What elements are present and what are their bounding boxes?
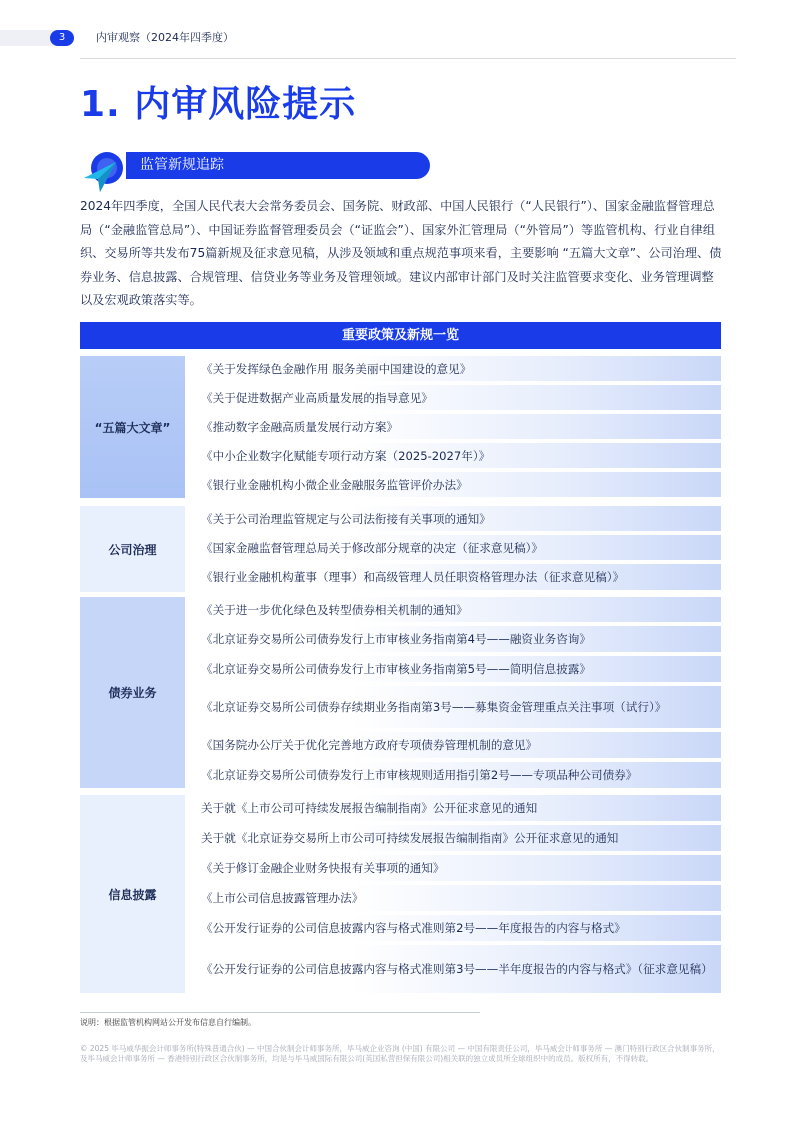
policy-item: 《关于发挥绿色金融作用 服务美丽中国建设的意见》	[193, 356, 721, 381]
header-divider	[80, 58, 736, 59]
policy-item: 《国家金融监督管理总局关于修改部分规章的决定（征求意见稿）》	[193, 535, 721, 560]
policy-item: 《中小企业数字化赋能专项行动方案（2025-2027年）》	[193, 443, 721, 468]
document-title: 内审观察（2024年四季度）	[96, 31, 234, 44]
section-header	[126, 152, 430, 179]
page-heading: 1. 内审风险提示	[80, 84, 357, 125]
group-label-corporate-governance: 公司治理	[80, 506, 185, 592]
table-title: 重要政策及新规一览	[80, 322, 721, 349]
group-label-information-disclosure: 信息披露	[80, 795, 185, 993]
source-note: 说明：根据监管机构网站公开发布信息自行编制。	[80, 1012, 480, 1028]
policy-item: 《关于修订金融企业财务快报有关事项的通知》	[193, 855, 721, 881]
policy-item: 《银行业金融机构小微企业金融服务监管评价办法》	[193, 472, 721, 497]
policy-item: 《北京证券交易所公司债券存续期业务指南第3号——募集资金管理重点关注事项（试行）》	[193, 686, 721, 728]
copyright-footer: © 2025 毕马威华振会计师事务所(特殊普通合伙) — 中国合伙制会计师事务所，毕马威企业咨询 (中国) 有限公司 — 中国有限责任公司，毕马威会计师事务所 — 澳门特别行政区合伙制事务所，及毕马威会计师事务所 — 香港特别行政区合伙制事务所，均是与毕马威国际有限公司(英国私营担保有限公司)相关联的独立成员所全球组织中的成员。版权所有，不得转载。	[80, 1044, 720, 1063]
policy-item: 《关于促进数据产业高质量发展的指导意见》	[193, 385, 721, 410]
policy-item: 《国务院办公厅关于优化完善地方政府专项债券管理机制的意见》	[193, 732, 721, 758]
section-label: 监管新规追踪	[140, 157, 224, 173]
group-label-bond-business: 债券业务	[80, 597, 185, 788]
policy-item: 《关于进一步优化绿色及转型债券相关机制的通知》	[193, 597, 721, 622]
policy-item: 《上市公司信息披露管理办法》	[193, 885, 721, 911]
policy-item: 《银行业金融机构董事（理事）和高级管理人员任职资格管理办法（征求意见稿）》	[193, 564, 721, 590]
policy-item: 《北京证券交易所公司债券发行上市审核规则适用指引第2号——专项品种公司债券》	[193, 762, 721, 788]
policy-item: 《关于公司治理监管规定与公司法衔接有关事项的通知》	[193, 506, 721, 531]
policy-item: 《公开发行证券的公司信息披露内容与格式准则第3号——半年度报告的内容与格式》（征求意见稿）	[193, 945, 721, 993]
compass-arrow-icon	[80, 148, 126, 194]
page-number-badge: 3	[50, 30, 74, 46]
policy-item: 关于就《北京证券交易所上市公司可持续发展报告编制指南》公开征求意见的通知	[193, 825, 721, 851]
policy-item: 《推动数字金融高质量发展行动方案》	[193, 414, 721, 439]
policy-item: 《北京证券交易所公司债券发行上市审核业务指南第5号——简明信息披露》	[193, 656, 721, 682]
intro-paragraph: 2024年四季度，全国人民代表大会常务委员会、国务院、财政部、中国人民银行（“人民银行”）、国家金融监督管理总局（“金融监管总局”）、中国证券监督管理委员会（“证监会”）、国家外汇管理局（“外管局”）等监管机构、行业自律组织、交易所等共发布75篇新规及征求意见稿，从涉及领域和重点规范事项来看，主要影响 “五篇大文章”、公司治理、债券业务、信息披露、合规管理、信贷业务等业务及管理领域。建议内部审计部门及时关注监管要求变化、业务管理调整以及宏观政策落实等。	[80, 199, 722, 307]
policy-item: 关于就《上市公司可持续发展报告编制指南》公开征求意见的通知	[193, 795, 721, 821]
policy-item: 《公开发行证券的公司信息披露内容与格式准则第2号——年度报告的内容与格式》	[193, 915, 721, 941]
policy-item: 《北京证券交易所公司债券发行上市审核业务指南第4号——融资业务咨询》	[193, 626, 721, 652]
group-label-five-articles: “五篇大文章”	[80, 356, 185, 498]
